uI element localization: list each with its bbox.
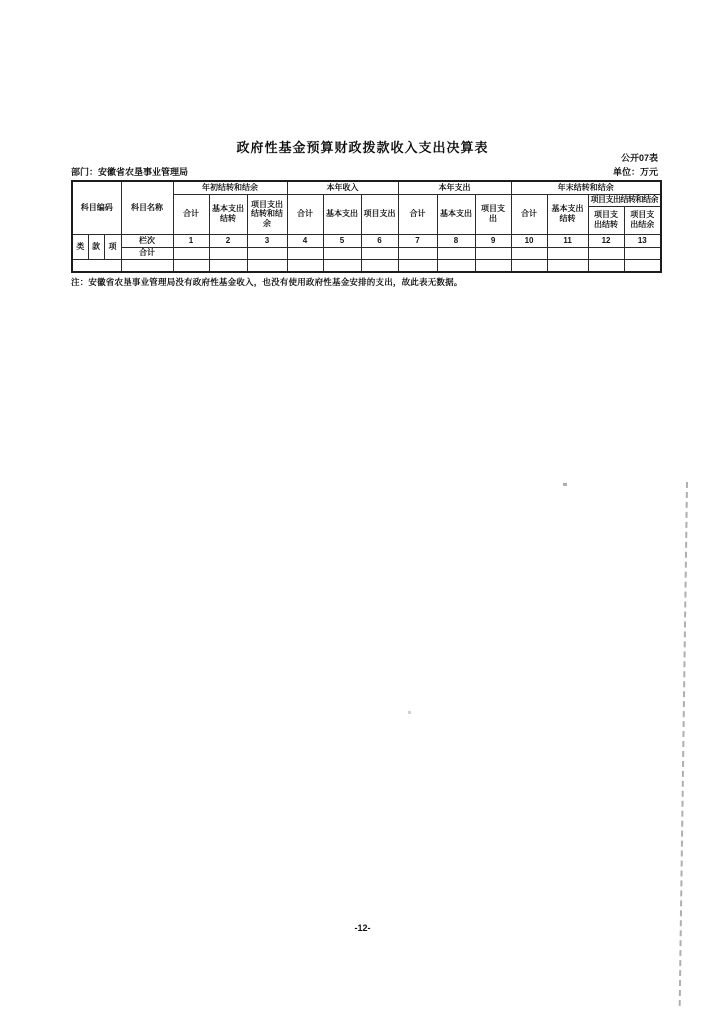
header-col-5-basic: 基本支出 xyxy=(323,194,361,234)
empty-data-cell xyxy=(173,259,209,272)
column-number: 4 xyxy=(287,234,323,247)
note-text: 注：安徽省农垦事业管理局没有政府性基金收入，也没有使用政府性基金安排的支出，故此表无数据。 xyxy=(71,277,463,287)
empty-data-cell xyxy=(475,247,511,259)
header-col-12-project-carryover: 项目支出结转 xyxy=(588,206,624,234)
header-col-3-project-carryover-balance: 项目支出结转和结余 xyxy=(247,194,287,234)
page-title: 政府性基金预算财政拨款收入支出决算表 xyxy=(236,140,489,155)
code-part-item: 项 xyxy=(104,234,121,259)
column-number: 2 xyxy=(209,234,247,247)
table-code-label: 公开07表 xyxy=(620,153,658,163)
group-header-current-year-expenditure: 本年支出 xyxy=(398,181,511,194)
scan-speck xyxy=(563,483,567,486)
column-number: 3 xyxy=(247,234,287,247)
empty-data-cell xyxy=(361,259,398,272)
empty-data-cell xyxy=(398,247,437,259)
column-number: 10 xyxy=(511,234,547,247)
blank-code-cell xyxy=(72,259,121,272)
column-number: 6 xyxy=(361,234,398,247)
blank-name-cell xyxy=(121,259,173,272)
header-col-10-total: 合计 xyxy=(511,194,547,234)
empty-data-cell xyxy=(209,247,247,259)
column-number: 8 xyxy=(437,234,475,247)
group-header-yearend-carryover: 年末结转和结余 xyxy=(511,181,661,194)
department-label: 部门：安徽省农垦事业管理局 xyxy=(71,167,189,177)
empty-data-cell xyxy=(437,247,475,259)
empty-data-cell xyxy=(323,259,361,272)
header-col-11-basic-carryover: 基本支出结转 xyxy=(547,194,588,234)
empty-data-cell xyxy=(398,259,437,272)
column-number: 13 xyxy=(624,234,661,247)
group-header-current-year-income: 本年收入 xyxy=(287,181,398,194)
budget-final-accounts-table xyxy=(71,180,662,273)
empty-data-cell xyxy=(361,247,398,259)
empty-data-cell xyxy=(511,247,547,259)
column-number: 12 xyxy=(588,234,624,247)
empty-data-cell xyxy=(624,259,661,272)
code-part-class: 类 xyxy=(72,234,88,259)
lanci-label: 栏次 xyxy=(121,234,173,247)
unit-label: 单位：万元 xyxy=(612,167,658,177)
empty-data-cell xyxy=(624,247,661,259)
column-number: 7 xyxy=(398,234,437,247)
empty-data-cell xyxy=(247,259,287,272)
header-col-6-project: 项目支出 xyxy=(361,194,398,234)
header-col-13-project-balance: 项目支出结余 xyxy=(624,206,661,234)
group-header-beginning-carryover: 年初结转和结余 xyxy=(173,181,287,194)
header-col-2-basic-carryover: 基本支出结转 xyxy=(209,194,247,234)
header-col-9-project: 项目支出 xyxy=(475,194,511,234)
empty-data-cell xyxy=(511,259,547,272)
header-subject-code: 科目编码 xyxy=(72,181,121,234)
total-row-label: 合计 xyxy=(121,247,173,259)
empty-data-cell xyxy=(437,259,475,272)
empty-data-cell xyxy=(588,259,624,272)
empty-data-cell xyxy=(588,247,624,259)
empty-data-cell xyxy=(475,259,511,272)
header-col-8-basic: 基本支出 xyxy=(437,194,475,234)
empty-data-cell xyxy=(287,259,323,272)
scan-speck xyxy=(408,711,411,714)
empty-data-cell xyxy=(247,247,287,259)
column-number: 5 xyxy=(323,234,361,247)
column-number: 11 xyxy=(547,234,588,247)
header-col-4-total: 合计 xyxy=(287,194,323,234)
header-col-7-total: 合计 xyxy=(398,194,437,234)
subgroup-header-project-carryover-balance: 项目支出结转和结余 xyxy=(588,194,661,206)
empty-data-cell xyxy=(209,259,247,272)
column-number: 9 xyxy=(475,234,511,247)
header-col-1-total: 合计 xyxy=(173,194,209,234)
empty-data-cell xyxy=(547,247,588,259)
empty-data-cell xyxy=(287,247,323,259)
empty-data-cell xyxy=(547,259,588,272)
empty-data-cell xyxy=(173,247,209,259)
page-number: -12- xyxy=(354,923,371,933)
column-number: 1 xyxy=(173,234,209,247)
empty-data-cell xyxy=(323,247,361,259)
table-meta-row xyxy=(71,165,658,178)
header-subject-name: 科目名称 xyxy=(121,181,173,234)
code-part-section: 款 xyxy=(88,234,104,259)
